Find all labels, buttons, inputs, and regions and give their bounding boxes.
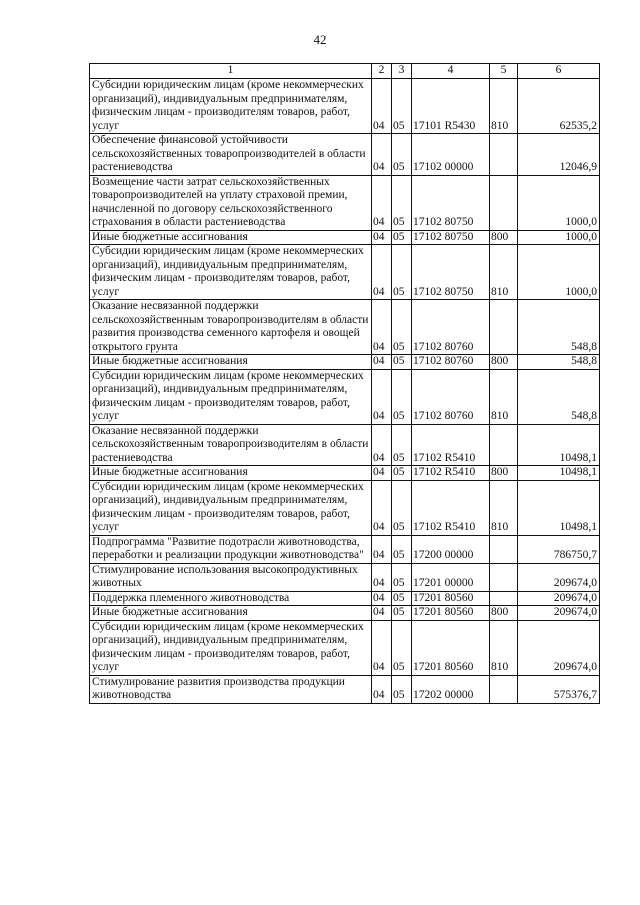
row-expense-type bbox=[490, 535, 518, 563]
row-description: Возмещение части затрат сельскохозяйственных товаропроизводителей на уплату страховой премии, начисленной по договору сельскохозяйственного страхования в области растениеводства bbox=[90, 175, 372, 230]
row-section: 04 bbox=[372, 620, 392, 675]
row-target-article: 17201 00000 bbox=[412, 563, 490, 591]
row-subsection: 05 bbox=[392, 175, 412, 230]
row-section: 04 bbox=[372, 134, 392, 176]
row-amount: 62535,2 bbox=[518, 79, 600, 134]
row-expense-type bbox=[490, 675, 518, 703]
row-section: 04 bbox=[372, 355, 392, 370]
row-expense-type: 810 bbox=[490, 79, 518, 134]
table-row bbox=[90, 230, 600, 245]
row-section: 04 bbox=[372, 230, 392, 245]
row-expense-type bbox=[490, 175, 518, 230]
row-description: Субсидии юридическим лицам (кроме некоммерческих организаций), индивидуальным предпринимателям, физическим лицам - производителям товаров, работ, услуг bbox=[90, 480, 372, 535]
row-amount: 786750,7 bbox=[518, 535, 600, 563]
row-description: Стимулирование использования высокопродуктивных животных bbox=[90, 563, 372, 591]
row-target-article: 17102 80760 bbox=[412, 355, 490, 370]
budget-table bbox=[89, 63, 600, 704]
table-row bbox=[90, 134, 600, 176]
row-target-article: 17102 80760 bbox=[412, 300, 490, 355]
table-row bbox=[90, 591, 600, 606]
row-expense-type bbox=[490, 300, 518, 355]
table-row bbox=[90, 606, 600, 621]
row-description: Иные бюджетные ассигнования bbox=[90, 230, 372, 245]
table-row bbox=[90, 563, 600, 591]
row-section: 04 bbox=[372, 675, 392, 703]
column-header: 2 bbox=[372, 64, 392, 79]
row-description: Субсидии юридическим лицам (кроме некоммерческих организаций), индивидуальным предпринимателям, физическим лицам - производителям товаров, работ, услуг bbox=[90, 79, 372, 134]
row-subsection: 05 bbox=[392, 230, 412, 245]
row-amount: 10498,1 bbox=[518, 466, 600, 481]
row-subsection: 05 bbox=[392, 606, 412, 621]
row-subsection: 05 bbox=[392, 675, 412, 703]
row-target-article: 17102 80750 bbox=[412, 245, 490, 300]
row-expense-type: 810 bbox=[490, 245, 518, 300]
row-target-article: 17102 80750 bbox=[412, 230, 490, 245]
row-amount: 10498,1 bbox=[518, 480, 600, 535]
row-amount: 548,8 bbox=[518, 369, 600, 424]
row-target-article: 17200 00000 bbox=[412, 535, 490, 563]
row-target-article: 17102 80760 bbox=[412, 369, 490, 424]
row-description: Иные бюджетные ассигнования bbox=[90, 355, 372, 370]
row-target-article: 17102 80750 bbox=[412, 175, 490, 230]
row-section: 04 bbox=[372, 369, 392, 424]
column-header: 1 bbox=[90, 64, 372, 79]
row-target-article: 17101 R5430 bbox=[412, 79, 490, 134]
row-target-article: 17102 R5410 bbox=[412, 466, 490, 481]
table-row bbox=[90, 620, 600, 675]
row-description: Подпрограмма "Развитие подотрасли животноводства, переработки и реализации продукции животноводства" bbox=[90, 535, 372, 563]
row-subsection: 05 bbox=[392, 535, 412, 563]
row-section: 04 bbox=[372, 606, 392, 621]
row-description: Оказание несвязанной поддержки сельскохозяйственным товаропроизводителям в области растениеводства bbox=[90, 424, 372, 466]
row-expense-type: 810 bbox=[490, 369, 518, 424]
row-amount: 548,8 bbox=[518, 355, 600, 370]
row-expense-type: 800 bbox=[490, 355, 518, 370]
row-expense-type: 810 bbox=[490, 480, 518, 535]
row-expense-type: 810 bbox=[490, 620, 518, 675]
column-header: 4 bbox=[412, 64, 490, 79]
row-description: Стимулирование развития производства продукции животноводства bbox=[90, 675, 372, 703]
row-subsection: 05 bbox=[392, 466, 412, 481]
row-section: 04 bbox=[372, 300, 392, 355]
row-target-article: 17202 00000 bbox=[412, 675, 490, 703]
row-expense-type bbox=[490, 134, 518, 176]
column-header: 3 bbox=[392, 64, 412, 79]
table-row bbox=[90, 675, 600, 703]
column-header: 6 bbox=[518, 64, 600, 79]
row-expense-type bbox=[490, 591, 518, 606]
row-amount: 1000,0 bbox=[518, 230, 600, 245]
row-section: 04 bbox=[372, 175, 392, 230]
column-header: 5 bbox=[490, 64, 518, 79]
table-row bbox=[90, 424, 600, 466]
row-amount: 209674,0 bbox=[518, 620, 600, 675]
row-section: 04 bbox=[372, 480, 392, 535]
row-amount: 209674,0 bbox=[518, 591, 600, 606]
row-subsection: 05 bbox=[392, 591, 412, 606]
table-row bbox=[90, 245, 600, 300]
row-expense-type: 800 bbox=[490, 466, 518, 481]
table-header-row bbox=[90, 64, 600, 79]
row-amount: 10498,1 bbox=[518, 424, 600, 466]
row-subsection: 05 bbox=[392, 300, 412, 355]
row-subsection: 05 bbox=[392, 620, 412, 675]
row-subsection: 05 bbox=[392, 245, 412, 300]
row-target-article: 17201 80560 bbox=[412, 620, 490, 675]
row-amount: 548,8 bbox=[518, 300, 600, 355]
row-section: 04 bbox=[372, 591, 392, 606]
row-amount: 209674,0 bbox=[518, 606, 600, 621]
row-section: 04 bbox=[372, 563, 392, 591]
row-description: Иные бюджетные ассигнования bbox=[90, 466, 372, 481]
row-amount: 575376,7 bbox=[518, 675, 600, 703]
row-expense-type: 800 bbox=[490, 606, 518, 621]
page-number: 42 bbox=[313, 32, 327, 47]
row-subsection: 05 bbox=[392, 563, 412, 591]
row-description: Поддержка племенного животноводства bbox=[90, 591, 372, 606]
row-target-article: 17102 R5410 bbox=[412, 480, 490, 535]
row-amount: 1000,0 bbox=[518, 245, 600, 300]
row-description: Субсидии юридическим лицам (кроме некоммерческих организаций), индивидуальным предпринимателям, физическим лицам - производителям товаров, работ, услуг bbox=[90, 245, 372, 300]
table-row bbox=[90, 355, 600, 370]
row-section: 04 bbox=[372, 424, 392, 466]
row-section: 04 bbox=[372, 466, 392, 481]
row-description: Оказание несвязанной поддержки сельскохозяйственным товаропроизводителям в области развития производства семенного картофеля и овощей открытого грунта bbox=[90, 300, 372, 355]
row-description: Обеспечение финансовой устойчивости сельскохозяйственных товаропроизводителей в области растениеводства bbox=[90, 134, 372, 176]
table-row bbox=[90, 369, 600, 424]
row-target-article: 17102 00000 bbox=[412, 134, 490, 176]
table-row bbox=[90, 535, 600, 563]
row-amount: 12046,9 bbox=[518, 134, 600, 176]
row-target-article: 17201 80560 bbox=[412, 591, 490, 606]
row-section: 04 bbox=[372, 535, 392, 563]
table-row bbox=[90, 79, 600, 134]
row-description: Субсидии юридическим лицам (кроме некоммерческих организаций), индивидуальным предпринимателям, физическим лицам - производителям товаров, работ, услуг bbox=[90, 620, 372, 675]
row-section: 04 bbox=[372, 79, 392, 134]
table-row bbox=[90, 300, 600, 355]
row-subsection: 05 bbox=[392, 369, 412, 424]
row-description: Иные бюджетные ассигнования bbox=[90, 606, 372, 621]
row-subsection: 05 bbox=[392, 424, 412, 466]
row-description: Субсидии юридическим лицам (кроме некоммерческих организаций), индивидуальным предпринимателям, физическим лицам - производителям товаров, работ, услуг bbox=[90, 369, 372, 424]
row-subsection: 05 bbox=[392, 79, 412, 134]
row-amount: 1000,0 bbox=[518, 175, 600, 230]
row-subsection: 05 bbox=[392, 355, 412, 370]
row-expense-type bbox=[490, 424, 518, 466]
row-section: 04 bbox=[372, 245, 392, 300]
table-row bbox=[90, 175, 600, 230]
row-subsection: 05 bbox=[392, 480, 412, 535]
row-target-article: 17201 80560 bbox=[412, 606, 490, 621]
row-target-article: 17102 R5410 bbox=[412, 424, 490, 466]
row-amount: 209674,0 bbox=[518, 563, 600, 591]
table-row bbox=[90, 466, 600, 481]
row-expense-type bbox=[490, 563, 518, 591]
row-subsection: 05 bbox=[392, 134, 412, 176]
row-expense-type: 800 bbox=[490, 230, 518, 245]
table-row bbox=[90, 480, 600, 535]
